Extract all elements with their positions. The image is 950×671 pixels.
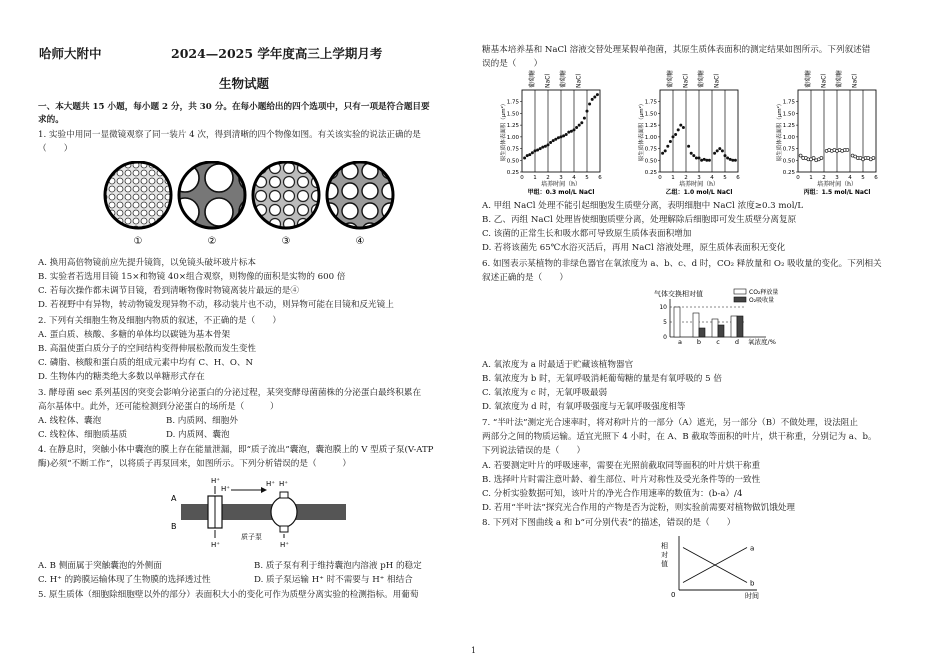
h-label-1: H⁺	[211, 477, 220, 485]
q7-option-b: B. 选择叶片时需注意叶龄、着生部位、叶片对称性及受光条件等的一致性	[482, 475, 761, 485]
q4-option-c: C. H⁺ 的跨膜运输体现了生物膜的选择透过性	[38, 575, 211, 585]
microscope-label-1: ①	[133, 236, 143, 247]
data-point	[544, 145, 546, 147]
y-tick-label: 1.25	[506, 123, 519, 130]
data-point	[539, 147, 541, 149]
phase-label: 葡萄糖	[560, 70, 567, 88]
proton-pump-protein	[271, 497, 297, 527]
chart-title: 乙组：1.0 mol/L NaCl	[665, 189, 733, 196]
q5-stem-cont2: 误的是（ ）	[482, 59, 543, 69]
q3-stem-cont: 高尔基体中。此外，还可能检测到分泌蛋白的场所是（ ）	[38, 402, 279, 412]
data-point	[680, 124, 682, 126]
x-axis-label: 培养时间（h）	[541, 181, 581, 188]
y-tick-label: 1.50	[506, 111, 519, 118]
y-tick-label: 0.25	[644, 170, 657, 176]
x-tick-label: 2	[822, 175, 826, 181]
y-axis-label: 原生质体表面积（μm²）	[501, 100, 507, 162]
bar-o2	[737, 316, 743, 337]
data-point	[799, 154, 802, 157]
x-tick-label: 5	[723, 175, 727, 181]
q4-option-a: A. B 侧面属于突触囊泡的外侧面	[38, 561, 162, 571]
y-tick-label: 1.25	[644, 123, 657, 130]
x-tick-label: 2	[684, 175, 688, 181]
data-point	[674, 133, 676, 135]
microscope-label-4: ④	[355, 236, 365, 247]
proton-pump-figure	[171, 476, 351, 554]
x-axis-label: 时间	[745, 592, 759, 600]
data-point	[560, 136, 562, 138]
legend-swatch-co2	[734, 289, 746, 294]
data-point	[581, 122, 583, 124]
data-point	[703, 158, 705, 160]
y-tick-label: 0.25	[782, 170, 795, 176]
subject-title: 生物试题	[219, 76, 270, 91]
x-tick-label: 5	[861, 175, 865, 181]
x-tick-label: 0	[796, 175, 800, 181]
q5-stem: 5. 原生质体（细胞除细胞壁以外的部分）表面积大小的变化可作为质壁分离实验的检测指标。用葡萄	[38, 590, 419, 600]
bar-co2	[731, 316, 737, 337]
y-axis-label: 原生质体表面积（μm²）	[639, 100, 645, 162]
data-point	[729, 158, 731, 160]
bar-co2	[674, 307, 680, 337]
curve-ab-chart	[657, 532, 787, 602]
x-tick-label: 0	[658, 175, 662, 181]
data-point	[529, 153, 531, 155]
x-tick-label: 3	[559, 175, 563, 181]
data-point	[594, 96, 596, 98]
category-label: a	[678, 338, 682, 346]
x-tick-label: 0	[520, 175, 524, 181]
data-point	[672, 136, 674, 138]
series-label-b: b	[750, 579, 755, 588]
q3-stem: 3. 酵母菌 sec 系列基因的突变会影响分泌蛋白的分泌过程，某突变酵母菌菌株的分泌蛋白最终积累在	[38, 388, 422, 398]
x-tick-label: 4	[572, 175, 576, 181]
q6-option-d: D. 氧浓度为 d 时，有氧呼吸强度与无氧呼吸强度相等	[482, 402, 686, 412]
section-heading: 一、本大题共 15 小题，每小题 2 分，共 30 分。在每小题给出的四个选项中，只有一项是符合题目要	[38, 102, 430, 112]
q4-option-d: D. 质子泵运输 H⁺ 时不需要与 H⁺ 相结合	[254, 575, 413, 585]
x-axis-label: 培养时间（h）	[817, 181, 857, 188]
q1-stem-cont: （ ）	[38, 144, 73, 154]
q4-stem: 4. 在静息时，突触小体中囊泡的膜上存在能量泄漏，即“质子流出”囊泡，囊泡膜上的 V 型质子泵(V-ATP	[38, 445, 434, 455]
data-point	[846, 148, 849, 151]
bar-o2	[718, 325, 724, 337]
q5-stem-cont: 糖基本培养基和 NaCl 溶液交替处理某假单孢菌，其原生质体表面积的测定结果如图所示。下列叙述错	[482, 45, 871, 55]
data-point	[820, 156, 823, 159]
q1-option-a: A. 换用高倍物镜前应先提升镜筒，以免镜头破坏玻片标本	[38, 258, 256, 268]
x-tick-label: 2	[546, 175, 550, 181]
q5-option-d: D. 若将该菌先 65℃水浴灭活后，再用 NaCl 溶液处理，原生质体表面积无变化	[482, 243, 786, 253]
data-point	[667, 145, 669, 147]
microscope-view-2	[179, 162, 245, 228]
data-point	[575, 126, 577, 128]
phase-label: 葡萄糖	[528, 70, 536, 88]
data-point	[716, 150, 718, 152]
data-point	[812, 156, 815, 159]
bar-co2	[712, 319, 718, 337]
gas-exchange-chart	[652, 287, 802, 351]
y-tick-label: 0.50	[782, 158, 795, 165]
data-point	[700, 159, 702, 161]
protoplast-charts	[500, 70, 910, 202]
data-point	[583, 117, 585, 119]
microscope-view-3	[253, 162, 319, 228]
data-point	[677, 129, 679, 131]
y-tick-label: 0.75	[506, 146, 519, 153]
q1-option-d: D. 若视野中有异物，转动物镜发现异物不动，移动装片也不动，则异物可能在目镜和反光镜上	[38, 300, 394, 310]
y-tick-label: 1.25	[782, 123, 795, 130]
membrane	[181, 504, 346, 520]
data-point	[719, 147, 721, 149]
microscope-label-2: ②	[207, 236, 217, 247]
microscope-view-1	[105, 162, 171, 228]
data-point	[531, 152, 533, 154]
data-point	[557, 137, 559, 139]
data-point	[586, 110, 588, 112]
y-tick-label: 5	[663, 319, 667, 326]
phase-label: NaCl	[544, 73, 552, 88]
data-point	[682, 126, 684, 128]
y-tick-label: 1.75	[782, 99, 795, 106]
data-point	[542, 146, 544, 148]
y-axis-label-char: 对	[661, 551, 668, 559]
y-tick-label: 10	[659, 304, 667, 311]
y-tick-label: 1.75	[644, 99, 657, 106]
y-tick-label: 0.50	[506, 158, 519, 165]
x-tick-label: 1	[671, 175, 675, 181]
data-point	[732, 159, 734, 161]
origin-label: 0	[671, 591, 676, 599]
data-point	[661, 152, 663, 154]
chart-3	[775, 70, 878, 196]
data-point	[568, 131, 570, 133]
q5-option-b: B. 乙、丙组 NaCl 处理皆使细胞质壁分离，处理解除后细胞即可发生质壁分离复原	[482, 215, 797, 225]
pump-label: 质子泵	[241, 533, 262, 541]
y-tick-label: 0.75	[644, 146, 657, 153]
q6-stem: 6. 如图表示某植物的非绿色器官在氧浓度为 a、b、c、d 时，CO₂ 释放量和 O₂ 吸收量的变化。下列相关	[482, 259, 882, 269]
data-point	[591, 98, 593, 100]
data-point	[549, 141, 551, 143]
y-tick-label: 1.50	[644, 111, 657, 118]
q3-option-d: D. 内质网、囊泡	[166, 430, 230, 440]
phase-label: NaCl	[682, 73, 690, 88]
data-point	[562, 135, 564, 137]
side-label-a: A	[171, 494, 177, 503]
y-tick-label: 1.00	[506, 134, 519, 141]
x-tick-label: 6	[874, 175, 878, 181]
phase-label: 葡萄糖	[666, 70, 674, 88]
q2-stem: 2. 下列有关细胞生物及细胞内物质的叙述，不正确的是（ ）	[38, 316, 281, 326]
phase-label: NaCl	[713, 73, 721, 88]
category-label: d	[734, 338, 740, 346]
chart-title: 丙组：1.5 mol/L NaCl	[803, 189, 871, 196]
x-tick-label: 1	[809, 175, 813, 181]
y-tick-label: 0.75	[782, 146, 795, 153]
data-point	[573, 129, 575, 131]
category-label: c	[716, 338, 720, 346]
q2-option-c: C. 磷脂、核酸和蛋白质的组成元素中均有 C、H、O、N	[38, 358, 253, 368]
microscope-label-3: ③	[281, 236, 291, 247]
phase-label: 葡萄糖	[804, 70, 812, 88]
phase-label: NaCl	[820, 73, 828, 88]
exam-title: 2024—2025 学年度高三上学期月考	[171, 46, 383, 61]
x-tick-label: 4	[710, 175, 714, 181]
chart-title: 气体交换相对值	[654, 290, 703, 298]
q3-option-c: C. 线粒体、细胞质基质	[38, 430, 128, 440]
phase-label: 葡萄糖	[836, 70, 843, 88]
phase-label: NaCl	[851, 73, 859, 88]
y-tick-label: 0.50	[644, 158, 657, 165]
q7-stem-cont: 两部分之间的物质运输。适宜光照下 4 小时，在 A、B 截取等面积的叶片，烘干称重，分别记为 a、b。	[482, 432, 877, 442]
page-number: 1	[471, 646, 477, 655]
h-label-3: H⁺	[266, 480, 275, 488]
q6-option-b: B. 氧浓度为 b 时，无氧呼吸消耗葡萄糖的量是有氧呼吸的 5 倍	[482, 374, 722, 384]
series-label-a: a	[750, 544, 755, 553]
q3-option-b: B. 内质网、细胞外	[166, 416, 238, 426]
q7-stem: 7. “半叶法”测定光合速率时，将对称叶片的一部分（A）遮光，另一部分（B）不做处理，设法阻止	[482, 418, 858, 428]
q4-stem-cont: 酶)必须“不断工作”，以将质子再泵回来，如图所示。下列分析错误的是（ ）	[38, 459, 351, 469]
data-point	[536, 149, 538, 151]
y-tick-label: 1.75	[506, 99, 519, 106]
chart-1	[500, 70, 602, 196]
data-point	[523, 157, 525, 159]
data-point	[664, 150, 666, 152]
y-axis-label-char: 值	[661, 560, 668, 568]
q5-option-c: C. 该菌的正常生长和吸水都可导致原生质体表面积增加	[482, 229, 692, 239]
category-label: b	[696, 338, 702, 346]
data-point	[721, 150, 723, 152]
q5-option-a: A. 甲组 NaCl 处理不能引起细胞发生质壁分离，表明细胞中 NaCl 浓度≥0.3 mol/L	[482, 201, 804, 211]
q7-option-c: C. 分析实验数据可知，该叶片的净光合作用速率的数值为：(b-a）/4	[482, 489, 743, 499]
q8-stem: 8. 下列对下图曲线 a 和 b“可分别代表”的描述，错误的是（ ）	[482, 518, 736, 528]
data-point	[690, 152, 692, 154]
data-point	[695, 157, 697, 159]
school-name: 哈师大附中	[39, 46, 102, 61]
q6-option-c: C. 氧浓度为 c 时，无氧呼吸最弱	[482, 388, 608, 398]
x-tick-label: 3	[835, 175, 839, 181]
q1-option-c: C. 若每次操作都未调节目镜，看到清晰物像时物镜离装片最远的是④	[38, 286, 299, 296]
data-point	[708, 159, 710, 161]
data-point	[693, 154, 695, 156]
data-point	[547, 144, 549, 146]
legend-label-co2: CO₂释放量	[749, 289, 779, 296]
data-point	[570, 130, 572, 132]
data-point	[713, 152, 715, 154]
data-point	[552, 139, 554, 141]
data-point	[687, 145, 689, 147]
microscope-view-4	[327, 162, 393, 228]
y-axis-label-char: 相	[661, 542, 668, 550]
phase-label: NaCl	[575, 73, 583, 88]
side-label-b: B	[171, 522, 177, 531]
x-axis-label: 培养时间（h）	[679, 181, 719, 188]
y-tick-label: 1.50	[782, 111, 795, 118]
h-label-5: H⁺	[211, 541, 220, 549]
chart-title: 甲组：0.3 mol/L NaCl	[527, 189, 595, 196]
y-axis-label: 原生质体表面积（μm²）	[777, 100, 783, 162]
data-point	[596, 93, 598, 95]
q1-stem: 1. 实验中用同一显微镜观察了同一装片 4 次，得到清晰的四个物像如图。有关该实验的说法正确的是	[38, 130, 421, 140]
section-heading-cont: 求的。	[38, 115, 64, 125]
q3-option-a: A. 线粒体、囊泡	[38, 416, 102, 426]
x-tick-label: 3	[697, 175, 701, 181]
q4-option-b: B. 质子泵有利于维持囊泡内溶液 pH 的稳定	[254, 561, 422, 571]
q6-option-a: A. 氧浓度为 a 时最适于贮藏该植物器官	[482, 360, 634, 370]
q1-option-b: B. 实验者若选用目镜 15×和物镜 40×组合观察，则物像的面积是实物的 600 倍	[38, 272, 346, 282]
data-point	[526, 154, 528, 156]
q2-option-d: D. 生物体内的糖类绝大多数以单糖形式存在	[38, 372, 205, 382]
data-point	[588, 103, 590, 105]
q7-option-a: A. 若要测定叶片的呼吸速率，需要在光照前截取同等面积的叶片烘干称重	[482, 461, 761, 471]
data-point	[734, 159, 736, 161]
h-label-2: H⁺	[221, 485, 230, 493]
y-tick-label: 0.25	[506, 170, 519, 176]
q2-option-a: A. 蛋白质、核酸、多糖的单体均以碳链为基本骨架	[38, 330, 231, 340]
x-tick-label: 4	[848, 175, 852, 181]
x-tick-label: 6	[598, 175, 602, 181]
y-tick-label: 1.00	[644, 134, 657, 141]
y-tick-label: 0	[663, 334, 667, 341]
q7-option-d: D. 若用“半叶法”探究光合作用的产物是否为淀粉，则实验前需要对植物做饥饿处理	[482, 503, 796, 513]
data-point	[578, 124, 580, 126]
microscope-figure	[100, 161, 400, 249]
data-point	[669, 140, 671, 142]
data-point	[724, 154, 726, 156]
bar-co2	[693, 313, 699, 337]
data-point	[726, 157, 728, 159]
data-point	[872, 156, 875, 159]
x-tick-label: 6	[736, 175, 740, 181]
chart-2	[637, 70, 740, 196]
x-axis-label: 氧浓度/%	[748, 338, 776, 346]
q7-stem-cont2: 下列说法错误的是（ ）	[482, 446, 586, 456]
x-tick-label: 1	[533, 175, 537, 181]
data-point	[706, 159, 708, 161]
legend-label-o2: O₂吸收量	[749, 297, 775, 304]
data-point	[698, 157, 700, 159]
y-tick-label: 1.00	[782, 134, 795, 141]
data-point	[555, 138, 557, 140]
legend-swatch-o2	[734, 297, 746, 302]
x-tick-label: 5	[585, 175, 589, 181]
bar-o2	[699, 328, 705, 337]
h-label-6: H⁺	[280, 541, 289, 549]
data-point	[534, 150, 536, 152]
h-label-4: H⁺	[279, 480, 288, 488]
q2-option-b: B. 高温使蛋白质分子的空间结构变得伸展松散而发生变性	[38, 344, 257, 354]
q6-stem-cont: 叙述正确的是（ ）	[482, 273, 568, 283]
phase-label: 葡萄糖	[698, 70, 705, 88]
data-point	[565, 133, 567, 135]
